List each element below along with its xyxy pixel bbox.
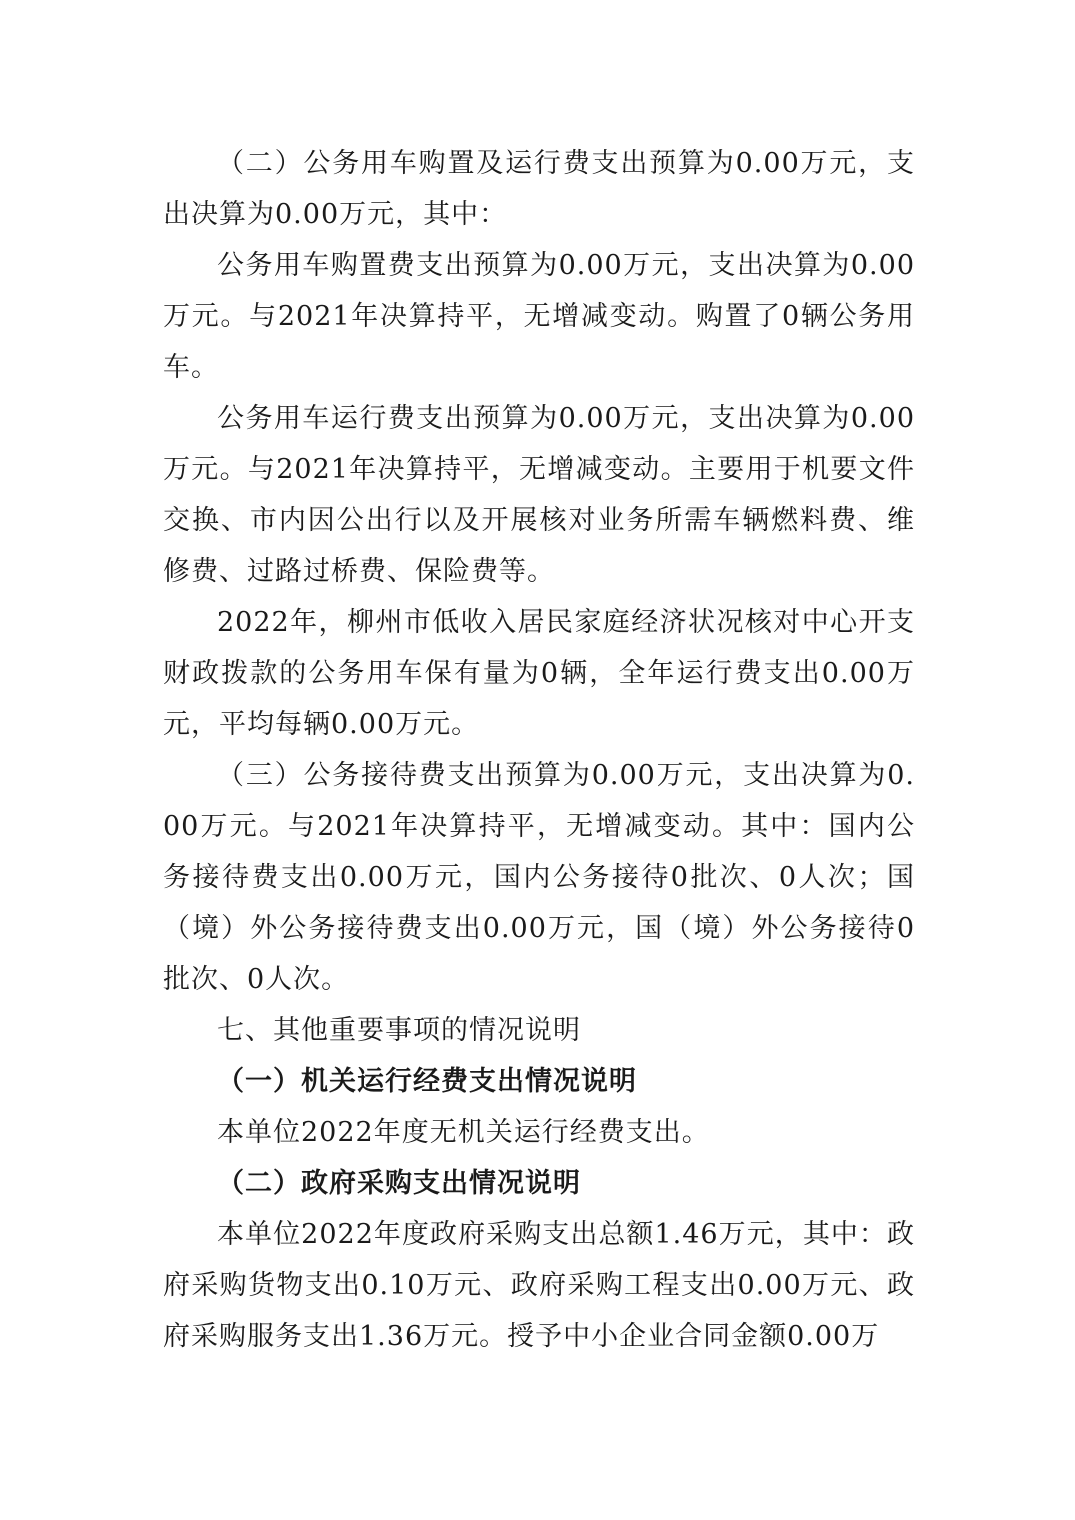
paragraph-reception-expenses: （三）公务接待费支出预算为0.00万元，支出决算为0.00万元。与2021年决算持平，无增减变动。其中：国内公务接待费支出0.00万元，国内公务接待0批次、0人次；国（境）外公务接待费支出0.00万元，国（境）外公务接待0批次、0人次。	[163, 760, 915, 995]
subheading-procurement: （二）政府采购支出情况说明	[217, 1168, 581, 1199]
paragraph-vehicle-holdings: 2022年，柳州市低收入居民家庭经济状况核对中心开支财政拨款的公务用车保有量为0辆，全年运行费支出0.00万元，平均每辆0.00万元。	[163, 607, 915, 740]
paragraph-operating-expenses: 本单位2022年度无机关运行经费支出。	[217, 1117, 710, 1148]
paragraph-vehicle-total: （二）公务用车购置及运行费支出预算为0.00万元，支出决算为0.00万元，其中：	[163, 148, 915, 230]
subheading-operating-expenses: （一）机关运行经费支出情况说明	[217, 1066, 637, 1097]
paragraph-vehicle-purchase: 公务用车购置费支出预算为0.00万元，支出决算为0.00万元。与2021年决算持平，无增减变动。购置了0辆公务用车。	[163, 250, 915, 383]
document-body	[163, 138, 915, 1362]
paragraph-procurement: 本单位2022年度政府采购支出总额1.46万元，其中：政府采购货物支出0.10万元、政府采购工程支出0.00万元、政府采购服务支出1.36万元。授予中小企业合同金额0.00万	[163, 1219, 915, 1352]
section-heading-other-matters: 七、其他重要事项的情况说明	[217, 1015, 581, 1046]
paragraph-vehicle-operation: 公务用车运行费支出预算为0.00万元，支出决算为0.00万元。与2021年决算持平，无增减变动。主要用于机要文件交换、市内因公出行以及开展核对业务所需车辆燃料费、维修费、过路过桥费、保险费等。	[163, 403, 915, 587]
